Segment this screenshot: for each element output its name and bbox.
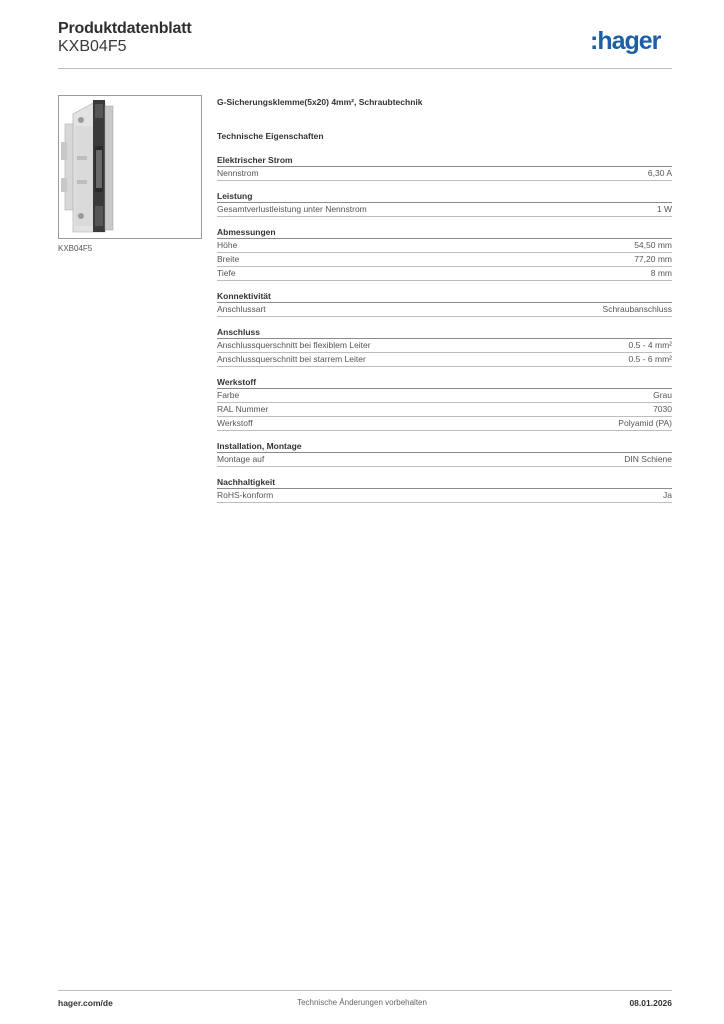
property-label: Anschlussart — [217, 304, 266, 314]
product-description: G-Sicherungsklemme(5x20) 4mm², Schraubtechnik — [217, 97, 423, 107]
property-label: Breite — [217, 254, 240, 264]
property-value: Polyamid (PA) — [618, 418, 672, 428]
footer-divider — [58, 990, 672, 991]
property-label: Montage auf — [217, 454, 265, 464]
page-title: Produktdatenblatt — [58, 20, 192, 37]
group-title: Abmessungen — [217, 227, 672, 239]
property-row — [217, 353, 672, 367]
article-number: KXB04F5 — [58, 38, 127, 55]
footer-notice: Technische Änderungen vorbehalten — [297, 998, 427, 1007]
group-installation — [217, 441, 672, 467]
group-title: Nachhaltigkeit — [217, 477, 672, 489]
section-heading: Technische Eigenschaften — [217, 131, 324, 141]
group-power — [217, 191, 672, 217]
property-row — [217, 167, 672, 181]
group-material — [217, 377, 672, 431]
group-title: Installation, Montage — [217, 441, 672, 453]
footer-website-link[interactable]: hager.com/de — [58, 998, 113, 1008]
group-sustainability — [217, 477, 672, 503]
hager-logo-text: :hager — [590, 27, 661, 55]
property-label: Tiefe — [217, 268, 236, 278]
property-label: Farbe — [217, 390, 240, 400]
property-value: Ja — [663, 490, 672, 500]
image-caption: KXB04F5 — [58, 244, 93, 253]
property-value: 54,50 mm — [634, 240, 672, 250]
hager-logo — [590, 25, 680, 59]
property-value: Schraubanschluss — [602, 304, 672, 314]
property-label: Nennstrom — [217, 168, 259, 178]
property-label: RoHS-konform — [217, 490, 274, 500]
property-row — [217, 339, 672, 353]
group-dimensions — [217, 227, 672, 281]
property-label: Anschlussquerschnitt bei starrem Leiter — [217, 354, 366, 364]
property-row — [217, 253, 672, 267]
fuse-terminal-drawing — [59, 96, 201, 238]
header-divider — [58, 68, 672, 69]
property-row — [217, 203, 672, 217]
property-value: 7030 — [653, 404, 672, 414]
group-electric-current — [217, 155, 672, 181]
property-value: 0.5 - 4 mm² — [628, 340, 672, 350]
property-label: Werkstoff — [217, 418, 253, 428]
property-row — [217, 453, 672, 467]
group-title: Konnektivität — [217, 291, 672, 303]
property-label: Gesamtverlustleistung unter Nennstrom — [217, 204, 367, 214]
property-row — [217, 267, 672, 281]
property-row — [217, 489, 672, 503]
footer-date: 08.01.2026 — [629, 998, 672, 1008]
group-title: Anschluss — [217, 327, 672, 339]
property-row — [217, 403, 672, 417]
property-label: RAL Nummer — [217, 404, 269, 414]
property-value: Grau — [653, 390, 672, 400]
product-image — [58, 95, 202, 239]
property-row — [217, 417, 672, 431]
property-value: DIN Schiene — [624, 454, 672, 464]
property-value: 6,30 A — [647, 168, 672, 178]
property-row — [217, 239, 672, 253]
property-value: 77,20 mm — [634, 254, 672, 264]
group-connectivity — [217, 291, 672, 317]
group-title: Elektrischer Strom — [217, 155, 672, 167]
technical-properties — [217, 97, 672, 503]
property-value: 0.5 - 6 mm² — [628, 354, 672, 364]
group-connection — [217, 327, 672, 367]
property-value: 8 mm — [650, 268, 672, 278]
property-label: Anschlussquerschnitt bei flexiblem Leiter — [217, 340, 371, 350]
property-label: Höhe — [217, 240, 238, 250]
property-value: 1 W — [656, 204, 672, 214]
group-title: Leistung — [217, 191, 672, 203]
property-row — [217, 389, 672, 403]
property-row — [217, 303, 672, 317]
group-title: Werkstoff — [217, 377, 672, 389]
